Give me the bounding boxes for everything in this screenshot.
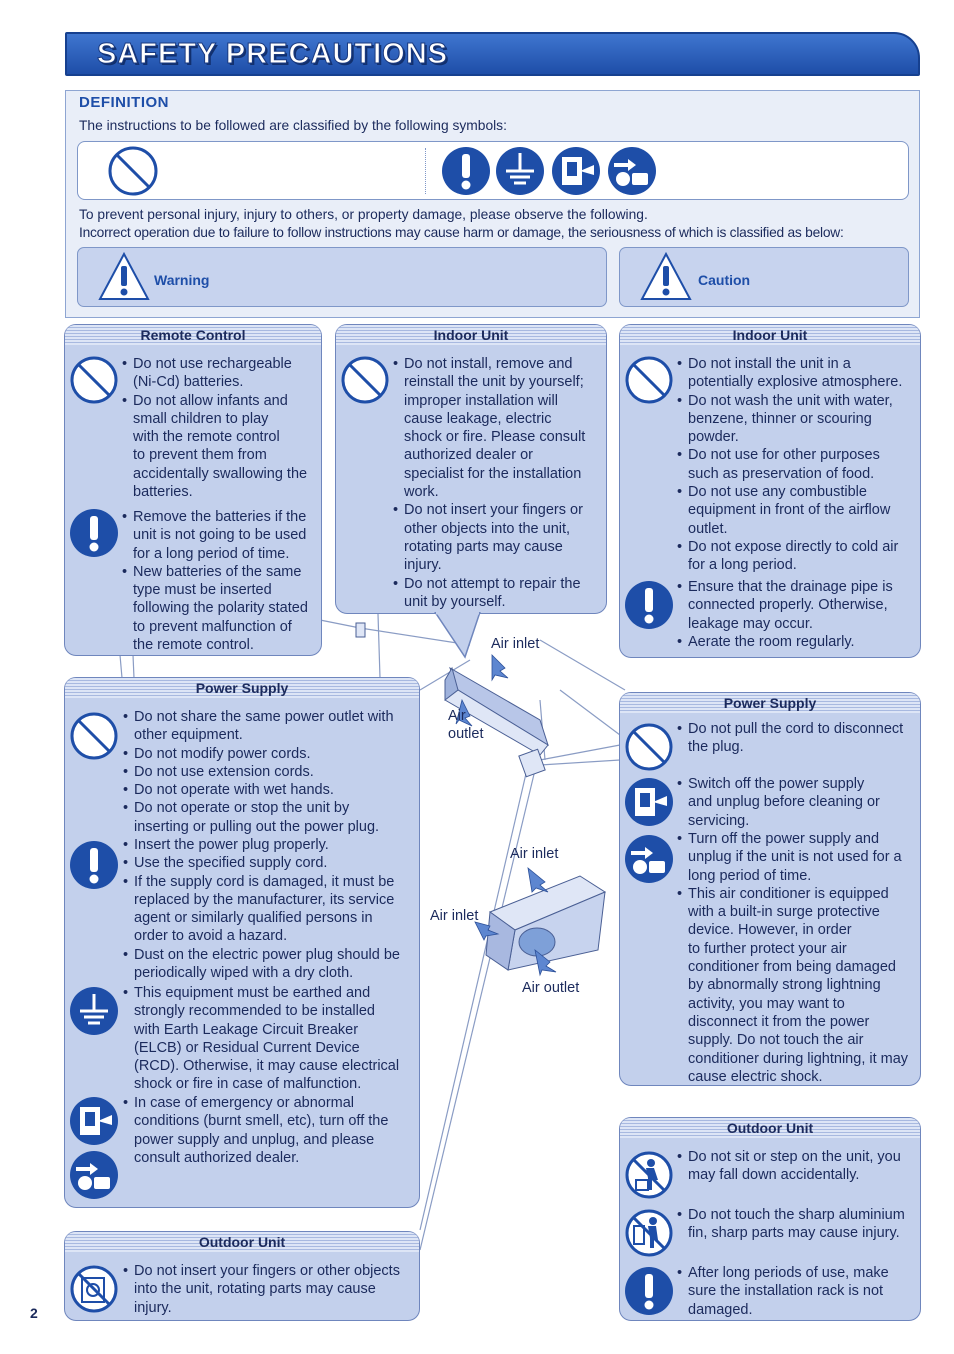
list-item: • Do not use any combustible equipment in front of the airflow outlet.: [677, 483, 917, 538]
outdoor-2-rack-list: [677, 1264, 917, 1319]
panel-title: Power Supply: [65, 678, 419, 698]
list-item: • Do not use for other purposes such as preservation of food.: [677, 446, 917, 483]
mandatory-icon: [624, 1266, 674, 1316]
page-title: SAFETY PRECAUTIONS: [97, 38, 449, 70]
outdoor-2-sit-list: [677, 1148, 917, 1185]
list-item: • Do not touch the sharp aluminium fin, sharp parts may cause injury.: [677, 1206, 917, 1243]
list-item: • Turn off the power supply and unplug if the unit is not used for a long period of time.: [677, 830, 917, 885]
power-2-prohibited-list: [677, 720, 917, 757]
callout-pointer: [430, 612, 490, 662]
list-item: • Do not use extension cords.: [123, 763, 417, 781]
remote-prohibited-list: [122, 355, 320, 501]
panel-title: Remote Control: [65, 325, 321, 345]
list-item: • Do not expose directly to cold air for a long period.: [677, 538, 917, 575]
power-1-earth-list: [123, 984, 417, 1094]
title-bar: [65, 32, 920, 76]
air-inlet-label: Air inlet: [491, 636, 540, 652]
unplug-icon: [624, 834, 674, 884]
switch-off-icon: [69, 1096, 119, 1146]
symbol-box: [77, 141, 909, 200]
definition-line2: Incorrect operation due to failure to follow instructions may cause harm or damage, the seriousness of which is classified as below:: [79, 225, 844, 240]
list-item: • Use the specified supply cord.: [123, 854, 417, 872]
switch-off-icon: [624, 777, 674, 827]
power-1-mandatory-list: [123, 836, 417, 982]
definition-intro: The instructions to be followed are classified by the following symbols:: [79, 118, 507, 133]
panel-title: Indoor Unit: [620, 325, 920, 345]
warning-triangle-icon: [98, 251, 150, 303]
list-item: • Do not wash the unit with water, benzene, thinner or scouring powder.: [677, 392, 917, 447]
air-inlet-label: Air inlet: [510, 846, 559, 862]
panel-title: Outdoor Unit: [620, 1118, 920, 1138]
definition-line1: To prevent personal injury, injury to others, or property damage, please observe the following.: [79, 207, 648, 222]
panel-title: Outdoor Unit: [65, 1232, 419, 1252]
list-item: • Do not attempt to repair the unit by yourself.: [393, 575, 603, 612]
air-inlet-label: Air inlet: [430, 908, 479, 924]
caution-label: Caution: [698, 272, 751, 288]
list-item: • Do not operate with wet hands.: [123, 781, 417, 799]
list-item: • Do not use rechargeable (Ni-Cd) batteries.: [122, 355, 320, 392]
list-item: • Ensure that the drainage pipe is connected properly. Otherwise, leakage may occur.: [677, 578, 917, 633]
air-outlet-label: Air outlet: [522, 980, 580, 996]
switch-off-icon: [550, 145, 602, 197]
prohibited-icon: [624, 722, 674, 772]
prohibited-icon: [107, 145, 159, 197]
indoor-2-mandatory-list: [677, 578, 917, 651]
air-outlet-label: Air outlet: [448, 708, 484, 742]
page-number: 2: [30, 1305, 38, 1321]
prohibited-icon: [69, 711, 119, 761]
outdoor-2-fin-list: [677, 1206, 917, 1243]
no-fingers-icon: [69, 1264, 119, 1314]
list-item: • Insert the power plug properly.: [123, 836, 417, 854]
unplug-icon: [69, 1150, 119, 1200]
remote-mandatory-list: [122, 508, 320, 654]
list-item: • After long periods of use, make sure the installation rack is not damaged.: [677, 1264, 917, 1319]
indoor-2-prohibited-list: [677, 355, 917, 575]
outdoor-1-list: [123, 1262, 417, 1317]
power-1-prohibited-list: [123, 708, 417, 836]
prohibited-icon: [624, 355, 674, 405]
unplug-icon: [606, 145, 658, 197]
prohibited-icon: [69, 355, 119, 405]
list-item: • Remove the batteries if the unit is not going to be used for a long period of time.: [122, 508, 320, 563]
mandatory-icon: [440, 145, 492, 197]
symbol-divider: [425, 148, 426, 194]
earth-icon: [494, 145, 546, 197]
list-item: • Do not install the unit in a potentially explosive atmosphere.: [677, 355, 917, 392]
no-step-icon: [624, 1150, 674, 1200]
panel-title: Indoor Unit: [336, 325, 606, 345]
power-2-unplug-list: [677, 830, 917, 1086]
list-item: • Do not allow infants and small children to play with the remote control to prevent them from accidentally swallowing the batteries.: [122, 392, 320, 502]
list-item: • Do not insert your fingers or other objects into the unit, rotating parts may cause injury.: [393, 501, 603, 574]
indoor-1-list: [393, 355, 603, 611]
no-touch-fin-icon: [624, 1208, 674, 1258]
list-item: • Do not insert your fingers or other objects into the unit, rotating parts may cause injury.: [123, 1262, 417, 1317]
list-item: • Do not operate or stop the unit by inserting or pulling out the power plug.: [123, 799, 417, 836]
list-item: • If the supply cord is damaged, it must be replaced by the manufacturer, its service agent or similarly qualified persons in order to avoid a hazard.: [123, 873, 417, 946]
list-item: • Switch off the power supply and unplug before cleaning or servicing.: [677, 775, 917, 830]
list-item: • In case of emergency or abnormal conditions (burnt smell, etc), turn off the power supply and unplug, and please consult authorized dealer.: [123, 1094, 417, 1167]
list-item: • This air conditioner is equipped with a built-in surge protective device. However, in order to further protect your air conditioner from being damaged by abnormally strong lightning activity, you may want to disconnect it from the power supply. Do not touch the air conditioner during lightning, it may cause electric shock.: [677, 885, 917, 1086]
list-item: • This equipment must be earthed and strongly recommended to be installed with Earth Leakage Circuit Breaker (ELCB) or Residual Current Device (RCD). Otherwise, it may cause electrical shock or fire in case of malfunction.: [123, 984, 417, 1094]
list-item: • Do not pull the cord to disconnect the plug.: [677, 720, 917, 757]
definition-heading: DEFINITION: [79, 94, 169, 111]
panel-title: Power Supply: [620, 693, 920, 713]
power-2-switch-off-list: [677, 775, 917, 830]
list-item: • Do not share the same power outlet with other equipment.: [123, 708, 417, 745]
list-item: • Do not modify power cords.: [123, 745, 417, 763]
mandatory-icon: [624, 580, 674, 630]
power-1-emergency-list: [123, 1094, 417, 1167]
list-item: • Do not install, remove and reinstall the unit by yourself; improper installation will cause leakage, electric shock or fire. Please consult authorized dealer or specialist for the installation work.: [393, 355, 603, 501]
list-item: • Aerate the room regularly.: [677, 633, 917, 651]
list-item: • New batteries of the same type must be inserted following the polarity stated to prevent malfunction of the remote control.: [122, 563, 320, 654]
list-item: • Do not sit or step on the unit, you may fall down accidentally.: [677, 1148, 917, 1185]
prohibited-icon: [340, 355, 390, 405]
mandatory-icon: [69, 840, 119, 890]
list-item: • Dust on the electric power plug should be periodically wiped with a dry cloth.: [123, 946, 417, 983]
warning-label: Warning: [154, 272, 210, 288]
caution-triangle-icon: [640, 251, 692, 303]
mandatory-icon: [69, 508, 119, 558]
earth-icon: [69, 986, 119, 1036]
